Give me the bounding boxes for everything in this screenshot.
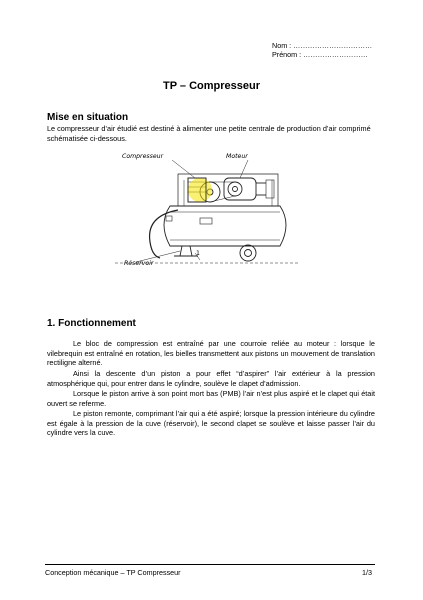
label-reservoir: Réservoir [124,260,154,267]
situation-text: Le compresseur d’air étudié est destiné à alimenter une petite centrale de production d’air comprimé schématisée ci-dessous. [47,124,371,143]
section-heading-situation: Mise en situation [47,112,129,123]
paragraph-4: Le piston remonte, comprimant l’air qui a été aspiré; lorsque la pression intérieure du cylindre est égale à la pression de la cuve (réservoir), le second clapet se soulève et laisse passer l’air du cylindre vers la cuve. [47,409,375,438]
prenom-field: Prénom : ……………………… [272,50,368,59]
page-number: 1/3 [362,568,372,577]
footer-divider [45,564,375,565]
label-moteur: Moteur [226,153,248,160]
paragraph-3: Lorsque le piston arrive à son point mort bas (PMB) l’air n’est plus aspiré et le clapet qui était ouvert se referme. [47,389,375,408]
nom-field: Nom : …………………………… [272,41,373,50]
compressor-illustration [100,150,325,270]
callout-number: 1 [196,250,200,257]
paragraph-2: Ainsi la descente d’un piston a pour effet “d’aspirer” l’air extérieur à la pression atmosphérique qui, pour entrer dans le cylindre, soulève le clapet d’admission. [47,369,375,388]
footer-left: Conception mécanique – TP Compresseur [45,568,181,577]
label-compresseur: Compresseur [122,153,164,160]
paragraph-1: Le bloc de compression est entraîné par une courroie reliée au moteur : lorsque le vilebrequin est entraîné en rotation, les bielles transmettent aux pistons un mouvement de translation rectiligne alterné. [47,339,375,368]
compressor-diagram [100,150,325,270]
page-title: TP – Compresseur [162,80,260,92]
section-heading-fonctionnement: 1. Fonctionnement [47,318,136,329]
